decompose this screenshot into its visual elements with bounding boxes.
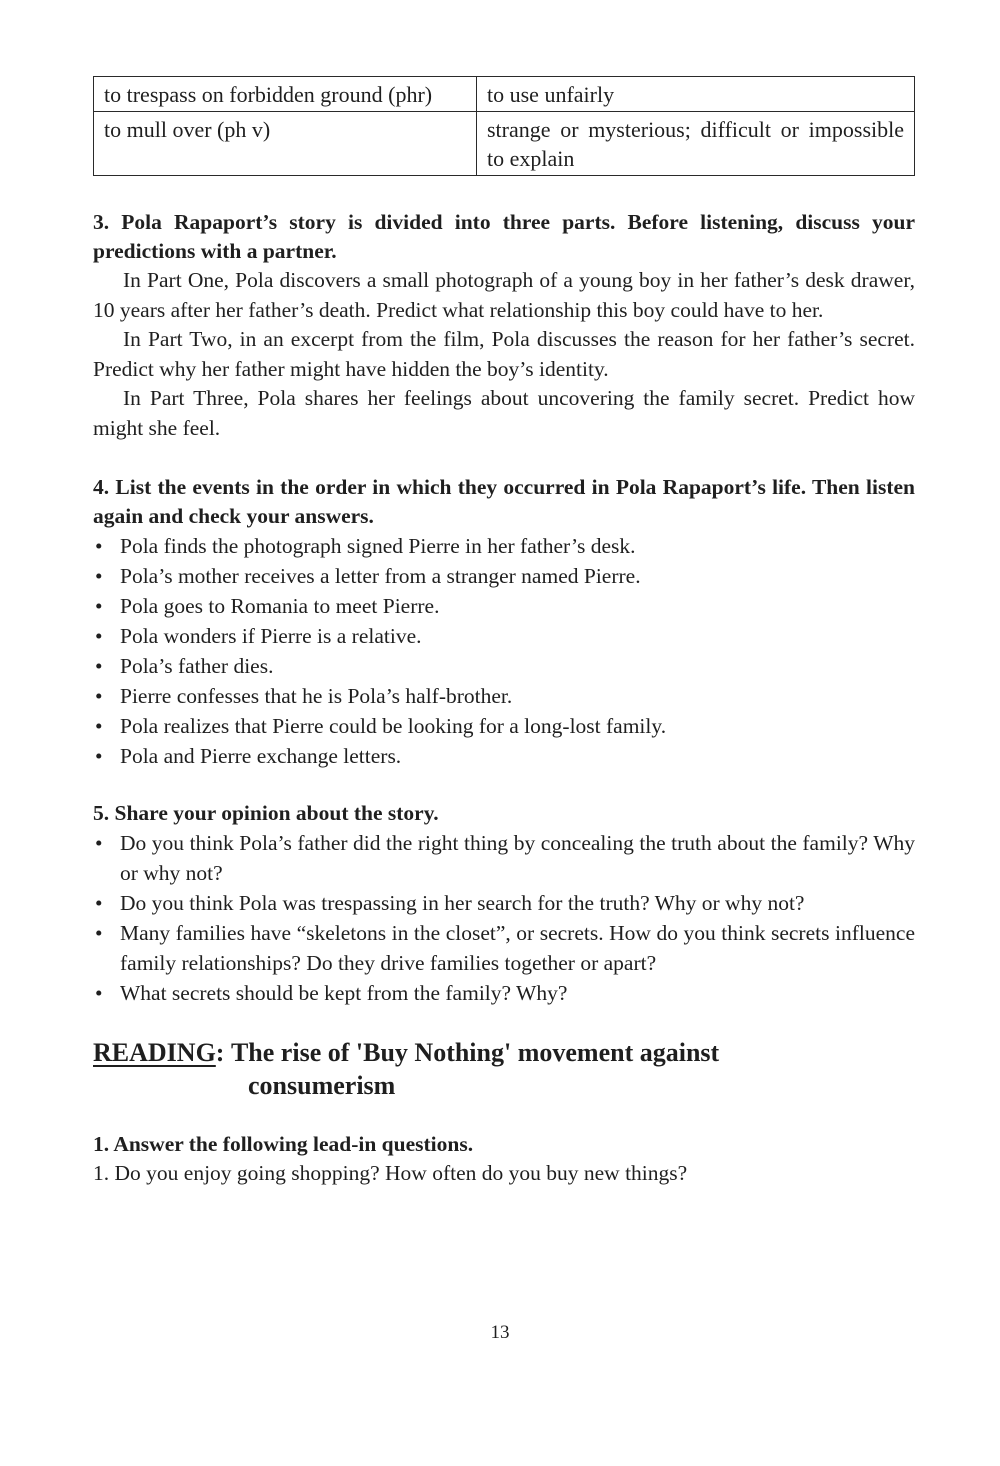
list-item: • Do you think Pola’s father did the right thing by concealing the truth about the family? Why or why not?: [93, 828, 915, 888]
bullet-icon: •: [95, 981, 103, 1005]
list-item: • Pola’s mother receives a letter from a stranger named Pierre.: [93, 561, 915, 591]
bullet-icon: •: [95, 921, 103, 945]
reading-title-text: The rise of 'Buy Nothing' movement against: [230, 1038, 720, 1067]
list-item: • Do you think Pola was trespassing in her search for the truth? Why or why not?: [93, 888, 915, 918]
bullet-icon: •: [95, 534, 103, 558]
task-3-paragraph: In Part Three, Pola shares her feelings about uncovering the family secret. Predict how might she feel.: [93, 386, 915, 440]
bullet-icon: •: [95, 654, 103, 678]
list-item: • Pola goes to Romania to meet Pierre.: [93, 591, 915, 621]
task-5-section: [93, 799, 915, 1008]
task-4-event-list: [93, 531, 915, 771]
list-item: • Many families have “skeletons in the closet”, or secrets. How do you think secrets influence family relationships? Do they drive families together or apart?: [93, 918, 915, 978]
vocab-term: to mull over (ph v): [94, 112, 477, 176]
task-3-heading: 3. Pola Rapaport’s story is divided into three parts. Before listening, discuss your predictions with a partner.: [93, 210, 915, 263]
list-item: • Pola’s father dies.: [93, 651, 915, 681]
reading-title-line2: consumerism: [248, 1071, 396, 1100]
table-row: [94, 77, 915, 112]
reading-task-1-heading: 1. Answer the following lead-in questions.: [93, 1132, 474, 1156]
vocab-term: to trespass on forbidden ground (phr): [94, 77, 477, 112]
reading-section: [93, 1036, 915, 1188]
bullet-icon: •: [95, 891, 103, 915]
list-item: • Pola wonders if Pierre is a relative.: [93, 621, 915, 651]
bullet-icon: •: [95, 594, 103, 618]
bullet-icon: •: [95, 831, 103, 855]
list-item: • Pola finds the photograph signed Pierre in her father’s desk.: [93, 531, 915, 561]
list-item: • Pola realizes that Pierre could be looking for a long-lost family.: [93, 711, 915, 741]
vocab-definition: strange or mysterious; difficult or impossible to explain: [477, 112, 915, 176]
bullet-icon: •: [95, 714, 103, 738]
task-5-heading: 5. Share your opinion about the story.: [93, 801, 439, 825]
page-content: [93, 76, 915, 1188]
list-item: • Pierre confesses that he is Pola’s half-brother.: [93, 681, 915, 711]
table-row: [94, 112, 915, 176]
vocabulary-table: [93, 76, 915, 176]
vocab-definition: to use unfairly: [477, 77, 915, 112]
task-3-section: [93, 208, 915, 443]
list-item: • Pola and Pierre exchange letters.: [93, 741, 915, 771]
bullet-icon: •: [95, 744, 103, 768]
task-4-heading: 4. List the events in the order in which they occurred in Pola Rapaport’s life. Then listen again and check your answers.: [93, 475, 915, 528]
bullet-icon: •: [95, 684, 103, 708]
page-number: 13: [490, 1322, 510, 1343]
task-3-paragraph: In Part Two, in an excerpt from the film, Pola discusses the reason for her father’s secret. Predict why her father might have hidden the boy’s identity.: [93, 327, 915, 381]
task-3-paragraph: In Part One, Pola discovers a small photograph of a young boy in her father’s desk drawer, 10 years after her father’s death. Predict what relationship this boy could have to her.: [93, 268, 915, 322]
bullet-icon: •: [95, 564, 103, 588]
reading-label: READING: [93, 1038, 216, 1067]
task-4-section: [93, 473, 915, 771]
lead-in-question: 1. Do you enjoy going shopping? How often do you buy new things?: [93, 1161, 688, 1185]
list-item: • What secrets should be kept from the family? Why?: [93, 978, 915, 1008]
bullet-icon: •: [95, 624, 103, 648]
reading-title: READING : The rise of 'Buy Nothing' movement against: [93, 1038, 720, 1067]
task-5-question-list: [93, 828, 915, 1008]
